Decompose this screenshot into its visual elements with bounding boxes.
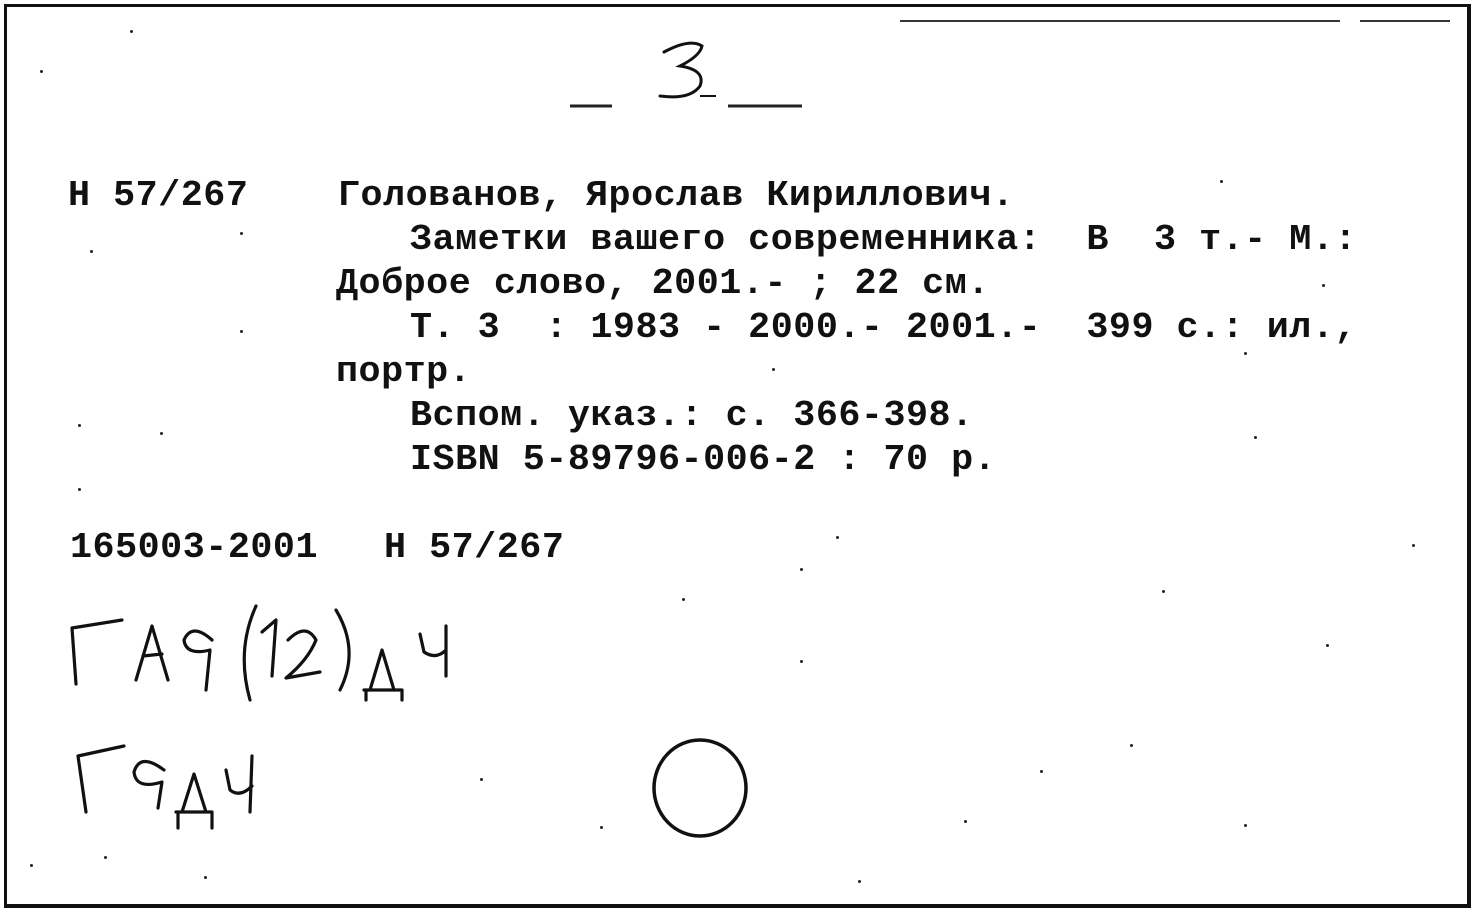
speck — [1162, 590, 1165, 593]
speck — [1040, 770, 1043, 773]
volume-line: Т. 3 : 1983 - 2000.- 2001.- 399 с.: ил., — [410, 307, 1357, 348]
speck — [480, 778, 483, 781]
speck — [1322, 284, 1325, 287]
speck — [836, 536, 839, 539]
call-number: Н 57/267 — [68, 175, 249, 216]
speck — [78, 424, 81, 427]
speck — [1244, 352, 1247, 355]
speck — [130, 30, 133, 33]
inventory-number: 165003-2001 — [70, 527, 319, 568]
title-line: Заметки вашего современника: В 3 т.- М.: — [410, 219, 1357, 260]
author-line: Голованов, Ярослав Кириллович. — [338, 175, 1015, 216]
speck — [772, 368, 775, 371]
publisher-line: Доброе слово, 2001.- ; 22 см. — [336, 263, 990, 304]
speck — [858, 880, 861, 883]
speck — [1254, 436, 1257, 439]
speck — [40, 70, 43, 73]
speck — [204, 876, 207, 879]
speck — [78, 488, 81, 491]
speck — [240, 330, 243, 333]
speck — [600, 826, 603, 829]
speck — [964, 820, 967, 823]
index-note: Вспом. указ.: с. 366-398. — [410, 395, 974, 436]
speck — [90, 250, 93, 253]
speck — [682, 598, 685, 601]
speck — [800, 568, 803, 571]
speck — [240, 232, 243, 235]
speck — [800, 660, 803, 663]
speck — [30, 864, 33, 867]
speck — [1130, 744, 1133, 747]
speck — [104, 856, 107, 859]
speck — [1220, 180, 1223, 183]
speck — [1412, 544, 1415, 547]
speck — [160, 432, 163, 435]
isbn-line: ISBN 5-89796-006-2 : 70 р. — [410, 439, 997, 480]
inventory-call-number: Н 57/267 — [384, 527, 565, 568]
speck — [1244, 824, 1247, 827]
illustrations-continuation: портр. — [336, 351, 472, 392]
speck — [1326, 644, 1329, 647]
